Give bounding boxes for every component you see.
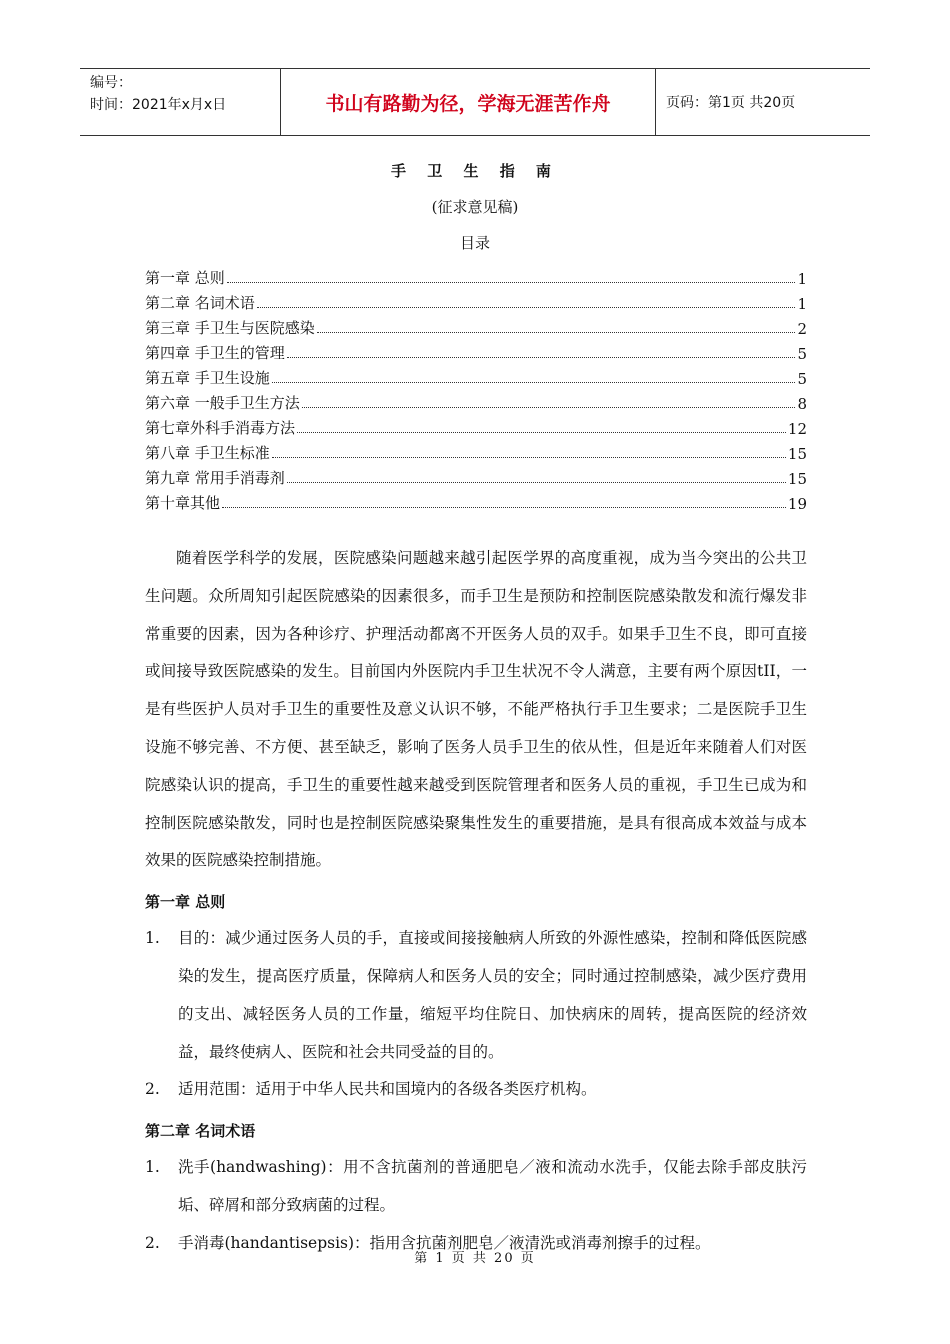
toc-label: 第一章 总则 — [145, 269, 225, 287]
toc-entry[interactable] — [145, 363, 807, 388]
toc-leader — [272, 457, 786, 458]
document-title: 手 卫 生 指 南 — [391, 162, 559, 180]
item-text: 洗手(handwashing)：用不含抗菌剂的普通肥皂／液和流动水洗手，仅能去除手部皮肤污垢、碎屑和部分致病菌的过程。 — [178, 1158, 807, 1214]
toc-page: 15 — [787, 445, 807, 463]
header-page-info: 页码：第1页 共20页 — [666, 95, 796, 111]
toc-leader — [287, 482, 786, 483]
toc-leader — [272, 382, 796, 383]
document-subtitle: (征求意见稿) — [431, 198, 519, 216]
toc-entry[interactable] — [145, 488, 807, 513]
toc-page: 1 — [797, 270, 807, 288]
chapter-heading: 第二章 名词术语 — [145, 1122, 256, 1141]
toc-leader — [287, 357, 796, 358]
document-header — [80, 68, 870, 136]
header-motto: 书山有路勤为径，学海无涯苦作舟 — [280, 69, 656, 135]
toc-entry[interactable] — [145, 388, 807, 413]
toc-entry[interactable] — [145, 413, 807, 438]
toc-heading: 目录 — [459, 234, 490, 252]
toc-page: 12 — [787, 420, 807, 438]
toc-label: 第三章 手卫生与医院感染 — [145, 319, 315, 337]
item-number: 1. — [145, 929, 160, 948]
toc-leader — [317, 332, 796, 333]
toc-page: 15 — [787, 470, 807, 488]
toc-page: 5 — [797, 370, 807, 388]
toc-entry[interactable] — [145, 463, 807, 488]
toc-page: 8 — [797, 395, 807, 413]
document-body — [145, 540, 807, 1263]
toc-label: 第八章 手卫生标准 — [145, 444, 270, 462]
list-item — [145, 1071, 807, 1109]
toc-leader — [257, 307, 796, 308]
toc-entry[interactable] — [145, 338, 807, 363]
toc-label: 第十章其他 — [145, 494, 221, 512]
list-item — [145, 1149, 807, 1225]
table-of-contents — [145, 263, 807, 513]
toc-page: 5 — [797, 345, 807, 363]
chapter-heading: 第一章 总则 — [145, 893, 226, 912]
toc-entry[interactable] — [145, 438, 807, 463]
toc-leader — [302, 407, 796, 408]
toc-entry[interactable] — [145, 288, 807, 313]
toc-page: 2 — [797, 320, 807, 338]
toc-label: 第七章外科手消毒方法 — [145, 419, 296, 437]
toc-leader — [297, 432, 786, 433]
toc-leader — [227, 282, 796, 283]
page-footer: 第 1 页 共 20 页 — [414, 1251, 536, 1266]
toc-label: 第二章 名词术语 — [145, 294, 255, 312]
header-meta — [80, 69, 280, 135]
item-number: 2. — [145, 1080, 160, 1099]
item-text: 适用范围：适用于中华人民共和国境内的各级各类医疗机构。 — [178, 1080, 597, 1099]
toc-label: 第九章 常用手消毒剂 — [145, 469, 285, 487]
number-label: 编号： — [90, 75, 132, 91]
list-item — [145, 920, 807, 1071]
toc-label: 第六章 一般手卫生方法 — [145, 394, 300, 412]
item-text: 手消毒(handantisepsis)：指用含抗菌剂肥皂／液清洗或消毒剂擦手的过程。 — [178, 1233, 711, 1252]
item-number: 2. — [145, 1233, 160, 1252]
toc-label: 第五章 手卫生设施 — [145, 369, 270, 387]
item-number: 1. — [145, 1158, 160, 1177]
toc-leader — [222, 507, 786, 508]
toc-entry[interactable] — [145, 263, 807, 288]
toc-page: 19 — [787, 495, 807, 513]
toc-label: 第四章 手卫生的管理 — [145, 344, 285, 362]
intro-paragraph: 随着医学科学的发展，医院感染问题越来越引起医学界的高度重视，成为当今突出的公共卫生问题。众所周知引起医院感染的因素很多，而手卫生是预防和控制医院感染散发和流行爆发非常重要的因素，因为各种诊疗、护理活动都离不开医务人员的双手。如果手卫生不良，即可直接或间接导致医院感染的发生。目前国内外医院内手卫生状况不令人满意，主要有两个原因tII，一是有些医护人员对手卫生的重要性及意义认识不够，不能严格执行手卫生要求；二是医院手卫生设施不够完善、不方便、甚至缺乏，影响了医务人员手卫生的依从性，但是近年来随着人们对医院感染认识的提高，手卫生的重要性越来越受到医院管理者和医务人员的重视，手卫生已成为和控制医院感染散发，同时也是控制医院感染聚集性发生的重要措施，是具有很高成本效益与成本效果的医院感染控制措施。 — [145, 549, 807, 870]
toc-entry[interactable] — [145, 313, 807, 338]
item-text: 目的：减少通过医务人员的手，直接或间接接触病人所致的外源性感染，控制和降低医院感染的发生，提高医疗质量，保障病人和医务人员的安全；同时通过控制感染，减少医疗费用的支出、减轻医务人员的工作量，缩短平均住院日、加快病床的周转，提高医院的经济效益，最终使病人、医院和社会共同受益的目的。 — [178, 929, 807, 1061]
toc-page: 1 — [797, 295, 807, 313]
time-label: 时间：2021年x月x日 — [90, 97, 227, 113]
